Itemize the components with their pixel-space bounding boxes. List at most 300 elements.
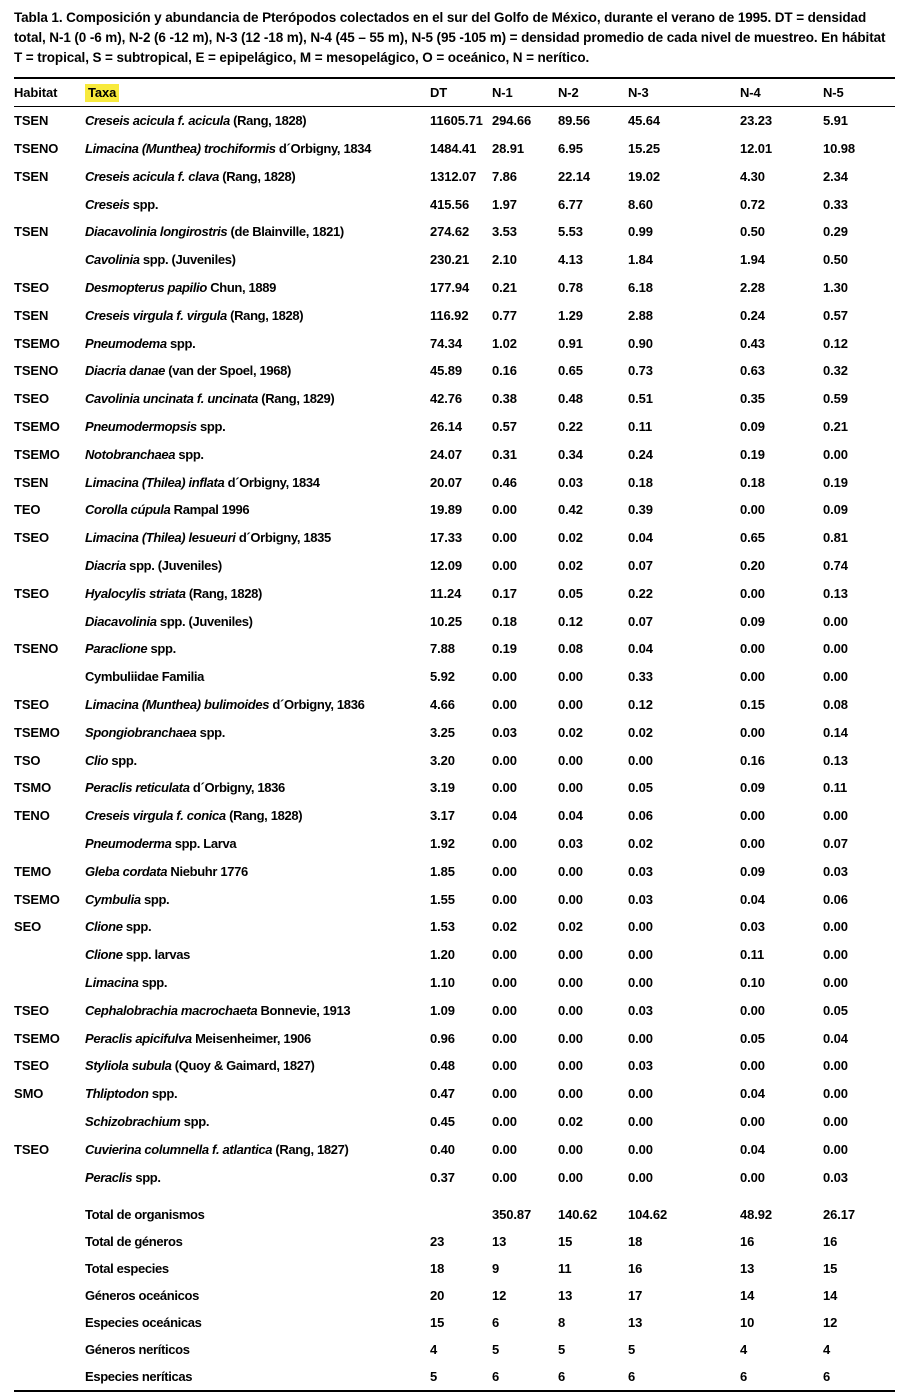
summary-row [14,1363,895,1391]
density-value-cell: 0.03 [823,863,848,879]
density-value-cell: 0.02 [628,836,653,852]
density-value-cell: 3.53 [492,224,517,240]
habitat-cell: TSEMO [14,891,60,907]
density-value-cell: 0.07 [628,558,653,574]
summary-value-cell: 11 [558,1260,572,1276]
species-row [14,830,895,858]
species-row [14,218,895,246]
density-value-cell: 274.62 [430,224,470,240]
density-value-cell: 0.00 [628,1141,653,1157]
density-value-cell: 0.03 [740,919,765,935]
density-value-cell: 20.07 [430,474,463,490]
density-value-cell: 0.29 [823,224,848,240]
scientific-name: Peraclis [85,1169,133,1185]
taxa-cell: Paraclione spp. [85,641,176,657]
density-value-cell: 0.09 [740,613,765,629]
taxa-cell: Pneumodermopsis spp. [85,419,226,435]
density-value-cell: 0.13 [823,752,848,768]
density-value-cell: 0.19 [740,446,765,462]
density-value-cell: 0.03 [823,1169,848,1185]
summary-value-cell: 6 [492,1314,500,1330]
taxa-cell: Creseis spp. [85,196,159,212]
density-value-cell: 0.19 [823,474,848,490]
scientific-name: Diacria [85,558,126,574]
scientific-name: Clio [85,752,109,768]
species-rows [14,106,895,1191]
density-value-cell: 0.00 [823,1058,848,1074]
density-value-cell: 0.02 [558,1113,583,1129]
taxa-cell: Diacria spp. (Juveniles) [85,558,222,574]
species-row [14,802,895,830]
taxa-cell: Limacina (Thilea) lesueuri d´Orbigny, 1835 [85,530,331,546]
density-value-cell: 0.03 [628,1058,653,1074]
density-value-cell: 0.00 [740,1058,765,1074]
density-value-cell: 0.00 [492,669,517,685]
col-header-dt: DT [430,78,492,107]
species-row [14,969,895,997]
density-value-cell: 0.11 [823,780,848,796]
density-value-cell: 0.00 [628,1086,653,1102]
species-row [14,579,895,607]
species-row [14,857,895,885]
scientific-name: Paraclione [85,641,148,657]
col-header-n4: N-4 [740,78,823,107]
scientific-name: Diacavolinia longirostris [85,224,228,240]
species-row [14,1024,895,1052]
density-value-cell: 0.00 [558,975,583,990]
habitat-cell: TSENO [14,363,59,379]
taxa-cell: Limacina (Thilea) inflata d´Orbigny, 1834 [85,474,320,490]
summary-value-cell: 5 [492,1341,500,1357]
scientific-name: Cavolinia uncinata f. uncinata [85,391,258,407]
scientific-name: Limacina (Thilea) inflata [85,474,225,490]
taxa-cell: Peraclis apicifulva Meisenheimer, 1906 [85,1030,311,1046]
species-row [14,468,895,496]
density-value-cell: 0.51 [628,391,653,407]
summary-label-cell: Especies oceánicas [85,1314,202,1330]
taxa-cell: Peraclis spp. [85,1169,161,1185]
species-row [14,635,895,663]
summary-row [14,1309,895,1336]
density-value-cell: 0.37 [430,1169,455,1185]
density-value-cell: 0.00 [823,975,848,990]
scientific-name: Creseis virgula f. virgula [85,307,227,323]
density-value-cell: 0.00 [628,919,653,935]
density-value-cell: 5.53 [558,224,583,240]
density-value-cell: 0.16 [492,363,517,379]
density-value-cell: 2.28 [740,280,765,296]
summary-value-cell: 4 [823,1341,831,1357]
summary-value-cell: 6 [823,1368,831,1384]
density-value-cell: 1.09 [430,1002,455,1018]
density-value-cell: 0.00 [628,947,653,963]
density-value-cell: 0.00 [740,836,765,852]
habitat-cell: TSEO [14,585,49,601]
col-header-n5: N-5 [823,78,895,107]
density-value-cell: 0.40 [430,1141,455,1157]
scientific-name: Pneumodema [85,335,167,351]
taxa-cell: Clione spp. [85,919,152,935]
taxa-cell: Creseis virgula f. virgula (Rang, 1828) [85,307,304,323]
density-value-cell: 0.18 [628,474,653,490]
taxa-cell: Cephalobrachia macrochaeta Bonnevie, 1913 [85,1002,351,1018]
density-value-cell: 0.21 [492,280,517,296]
density-value-cell: 74.34 [430,335,463,351]
habitat-cell: TSEMO [14,446,60,462]
summary-value-cell: 6 [628,1368,636,1384]
summary-value-cell: 6 [558,1368,566,1384]
taxa-cell: Cymbulia spp. [85,891,170,907]
summary-value-cell: 12 [492,1287,507,1303]
summary-value-cell: 14 [740,1287,755,1303]
density-value-cell: 0.07 [628,613,653,629]
taxa-cell: Pneumodema spp. [85,335,196,351]
density-value-cell: 0.16 [740,752,765,768]
density-value-cell: 0.00 [492,752,517,768]
habitat-cell [14,1163,85,1191]
density-value-cell: 0.00 [740,669,765,685]
density-value-cell: 0.00 [823,1141,848,1157]
density-value-cell: 0.00 [558,1058,583,1074]
density-value-cell: 116.92 [430,307,469,323]
taxa-cell: Diacavolinia longirostris (de Blainville, 1821) [85,224,344,240]
habitat-cell [14,1108,85,1136]
summary-row [14,1336,895,1363]
habitat-cell: TSEO [14,391,49,407]
density-value-cell: 0.20 [740,558,765,574]
summary-value-cell: 10 [740,1314,755,1330]
habitat-cell: TSEN [14,307,49,323]
species-row [14,913,895,941]
density-value-cell: 1.10 [430,975,455,990]
summary-value-cell: 13 [628,1314,643,1330]
density-value-cell: 0.00 [628,752,653,768]
habitat-cell: TEMO [14,863,52,879]
habitat-cell: TSO [14,752,41,768]
density-value-cell: 12.01 [740,141,773,157]
summary-value-cell: 16 [740,1233,755,1249]
density-value-cell: 0.34 [558,446,583,462]
scientific-name: Limacina [85,975,139,990]
scientific-name: Creseis virgula f. conica [85,808,226,824]
summary-value-cell: 8 [558,1314,566,1330]
habitat-cell [14,246,85,274]
density-value-cell: 0.00 [740,585,765,601]
species-row [14,1108,895,1136]
scientific-name: Limacina (Thilea) lesueuri [85,530,236,546]
habitat-cell [14,190,85,218]
density-value-cell: 28.91 [492,141,525,157]
density-value-cell: 0.06 [628,808,653,824]
density-value-cell: 0.09 [740,780,765,796]
taxa-cell: Cymbuliidae Familia [85,669,205,685]
scientific-name: Cavolinia [85,252,140,268]
species-row [14,1080,895,1108]
density-value-cell: 1312.07 [430,168,477,184]
density-value-cell: 0.00 [823,947,848,963]
density-value-cell: 0.03 [558,836,583,852]
density-value-cell: 0.03 [628,863,653,879]
summary-value-cell: 17 [628,1287,643,1303]
density-value-cell: 0.00 [740,1113,765,1129]
density-value-cell: 6.95 [558,141,583,157]
scientific-name: Pneumodermopsis [85,419,197,435]
density-value-cell: 0.65 [740,530,765,546]
density-value-cell: 19.02 [628,168,661,184]
scientific-name: Peraclis reticulata [85,780,190,796]
density-value-cell: 0.08 [558,641,583,657]
habitat-cell: SEO [14,919,42,935]
summary-value-cell: 4 [740,1341,748,1357]
scientific-name: Pneumoderma [85,836,172,852]
species-row [14,552,895,580]
scientific-name: Diacavolinia [85,613,157,629]
density-value-cell: 26.14 [430,419,463,435]
species-row [14,1163,895,1191]
density-value-cell: 1.29 [558,307,583,323]
summary-value-cell: 5 [430,1368,438,1384]
density-value-cell: 4.13 [558,252,583,268]
density-value-cell: 0.00 [823,613,848,629]
table-header [14,78,895,107]
density-value-cell: 4.30 [740,168,765,184]
summary-value-cell: 13 [558,1287,573,1303]
density-value-cell: 8.60 [628,196,653,212]
density-value-cell: 5.92 [430,669,455,685]
species-row [14,524,895,552]
summary-label-cell: Total de géneros [85,1233,183,1249]
density-value-cell: 0.00 [558,697,583,713]
scientific-name: Limacina (Munthea) bulimoides [85,697,270,713]
col-header-habitat: Habitat [14,78,85,107]
density-value-cell: 0.35 [740,391,765,407]
density-value-cell: 17.33 [430,530,463,546]
density-value-cell: 23.23 [740,113,773,129]
habitat-cell: SMO [14,1086,44,1102]
species-row [14,1052,895,1080]
density-value-cell: 0.05 [823,1002,848,1018]
habitat-cell [14,941,85,969]
density-value-cell: 0.22 [558,419,583,435]
pteropod-abundance-table [14,77,895,1392]
summary-value-cell: 13 [740,1260,755,1276]
summary-value-cell: 18 [430,1260,445,1276]
density-value-cell: 0.08 [823,697,848,713]
habitat-cell: TSEMO [14,1030,60,1046]
species-row [14,996,895,1024]
habitat-cell: TSEO [14,697,49,713]
density-value-cell: 0.11 [628,419,653,435]
density-value-cell: 0.00 [558,863,583,879]
species-row [14,106,895,134]
density-value-cell: 0.19 [492,641,517,657]
species-row [14,190,895,218]
density-value-cell: 0.02 [558,919,583,935]
summary-value-cell: 14 [823,1287,838,1303]
density-value-cell: 3.19 [430,780,455,796]
density-value-cell: 0.46 [492,474,517,490]
taxa-cell: Cuvierina columnella f. atlantica (Rang, 1827) [85,1141,349,1157]
header-row [14,78,895,107]
density-value-cell: 1.20 [430,947,455,963]
density-value-cell: 0.15 [740,697,765,713]
density-value-cell: 0.12 [823,335,848,351]
taxa-cell: Thliptodon spp. [85,1086,178,1102]
habitat-cell [14,552,85,580]
habitat-cell: TSENO [14,641,59,657]
density-value-cell: 3.20 [430,752,455,768]
habitat-cell: TSEN [14,168,49,184]
taxa-cell: Pneumoderma spp. Larva [85,836,237,852]
summary-rows [14,1191,895,1391]
habitat-cell [14,1282,85,1309]
density-value-cell: 0.00 [823,446,848,462]
density-value-cell: 0.50 [823,252,848,268]
scientific-name: Desmopterus papilio [85,280,207,296]
habitat-cell: TSMO [14,780,52,796]
species-row [14,496,895,524]
density-value-cell: 7.88 [430,641,455,657]
summary-value-cell: 4 [430,1341,438,1357]
density-value-cell: 0.00 [492,947,517,963]
density-value-cell: 0.81 [823,530,848,546]
scientific-name: Corolla cúpula [85,502,171,518]
density-value-cell: 0.00 [492,891,517,907]
scientific-name: Styliola subula [85,1058,172,1074]
summary-value-cell: 16 [823,1233,838,1249]
density-value-cell: 0.14 [823,724,848,740]
density-value-cell: 0.47 [430,1086,455,1102]
habitat-cell: TSEO [14,1141,49,1157]
density-value-cell: 0.00 [558,947,583,963]
species-row [14,385,895,413]
habitat-cell: TSEO [14,530,49,546]
species-row [14,885,895,913]
scientific-name: Clione [85,947,123,963]
density-value-cell: 0.00 [740,724,765,740]
density-value-cell: 0.00 [558,752,583,768]
summary-value-cell: 12 [823,1314,838,1330]
summary-value-cell: 140.62 [558,1206,598,1222]
scientific-name: Cymbulia [85,891,141,907]
density-value-cell: 0.33 [823,196,848,212]
density-value-cell: 0.00 [740,1169,765,1185]
habitat-cell [14,663,85,691]
species-row [14,301,895,329]
density-value-cell: 0.05 [740,1030,765,1046]
taxa-cell: Peraclis reticulata d´Orbigny, 1836 [85,780,285,796]
density-value-cell: 0.00 [492,530,517,546]
taxa-cell: Clione spp. larvas [85,947,190,963]
density-value-cell: 89.56 [558,113,591,129]
density-value-cell: 0.45 [430,1113,455,1129]
density-value-cell: 0.96 [430,1030,455,1046]
summary-value-cell: 15 [823,1260,838,1276]
taxa-cell: Desmopterus papilio Chun, 1889 [85,280,277,296]
density-value-cell: 0.00 [558,780,583,796]
density-value-cell: 0.32 [823,363,848,379]
taxa-cell: Creseis acicula f. acicula (Rang, 1828) [85,113,307,129]
density-value-cell: 0.10 [740,975,765,990]
species-row [14,941,895,969]
habitat-cell: TSEMO [14,724,60,740]
density-value-cell: 1.84 [628,252,653,268]
density-value-cell: 0.00 [823,641,848,657]
species-row [14,163,895,191]
summary-value-cell: 15 [430,1314,445,1330]
scientific-name: Clione [85,919,123,935]
habitat-cell [14,1255,85,1282]
summary-value-cell: 16 [628,1260,643,1276]
scientific-name: Creseis [85,196,130,212]
taxa-cell: Creseis acicula f. clava (Rang, 1828) [85,168,296,184]
density-value-cell: 0.02 [558,558,583,574]
density-value-cell: 2.10 [492,252,517,268]
density-value-cell: 1.94 [740,252,765,268]
summary-value-cell: 23 [430,1233,445,1249]
density-value-cell: 1.97 [492,196,517,212]
species-row [14,246,895,274]
density-value-cell: 0.00 [628,1030,653,1046]
scientific-name: Gleba cordata [85,863,168,879]
species-row [14,607,895,635]
scientific-name: Creseis acicula f. clava [85,168,219,184]
summary-label-cell: Total especies [85,1260,169,1276]
density-value-cell: 0.43 [740,335,765,351]
density-value-cell: 0.06 [823,891,848,907]
density-value-cell: 0.00 [492,1169,517,1185]
density-value-cell: 45.64 [628,113,661,129]
taxa-cell: Corolla cúpula Rampal 1996 [85,502,250,518]
taxa-cell: Clio spp. [85,752,137,768]
density-value-cell: 22.14 [558,168,591,184]
density-value-cell: 0.00 [492,780,517,796]
table-caption: Tabla 1. Composición y abundancia de Pterópodos colectados en el sur del Golfo de México, durante el verano de 1995. DT = densidad total, N-1 (0 -6 m), N-2 (6 -12 m), N-3 (12 -18 m), N-4 (45 – 55 m), N-5 (95 -105 m) = densidad promedio de cada nivel de muestreo. En hábitat T = tropical, S = subtropical, E = epipelágico, M = mesopelágico, O = oceánico, N = nerítico. [14,10,886,65]
density-value-cell: 0.00 [558,669,583,685]
density-value-cell: 0.04 [492,808,517,824]
density-value-cell: 1.02 [492,335,517,351]
summary-value-cell: 6 [740,1368,748,1384]
density-value-cell: 10.25 [430,613,463,629]
density-value-cell: 0.00 [492,863,517,879]
density-value-cell: 0.31 [492,446,517,462]
density-value-cell: 6.77 [558,196,583,212]
scientific-name: Notobranchaea [85,446,176,462]
density-value-cell: 177.94 [430,280,470,296]
density-value-cell: 0.03 [492,724,517,740]
density-value-cell: 0.00 [492,1058,517,1074]
density-value-cell: 0.02 [492,919,517,935]
density-value-cell: 0.04 [628,530,653,546]
habitat-cell [14,1336,85,1363]
density-value-cell: 0.00 [740,808,765,824]
density-value-cell: 0.00 [628,1169,653,1185]
species-row [14,663,895,691]
scientific-name: Cuvierina columnella f. atlantica [85,1141,273,1157]
density-value-cell: 0.09 [823,502,848,518]
species-row [14,746,895,774]
density-value-cell: 0.50 [740,224,765,240]
density-value-cell: 0.04 [558,808,583,824]
density-value-cell: 0.00 [558,1141,583,1157]
summary-value-cell: 9 [492,1260,500,1276]
density-value-cell: 0.11 [740,947,765,963]
taxa-cell: Diacavolinia spp. (Juveniles) [85,613,253,629]
density-value-cell: 0.72 [740,196,765,212]
density-value-cell: 0.00 [558,1030,583,1046]
habitat-cell: TSENO [14,141,59,157]
density-value-cell: 0.91 [558,335,583,351]
